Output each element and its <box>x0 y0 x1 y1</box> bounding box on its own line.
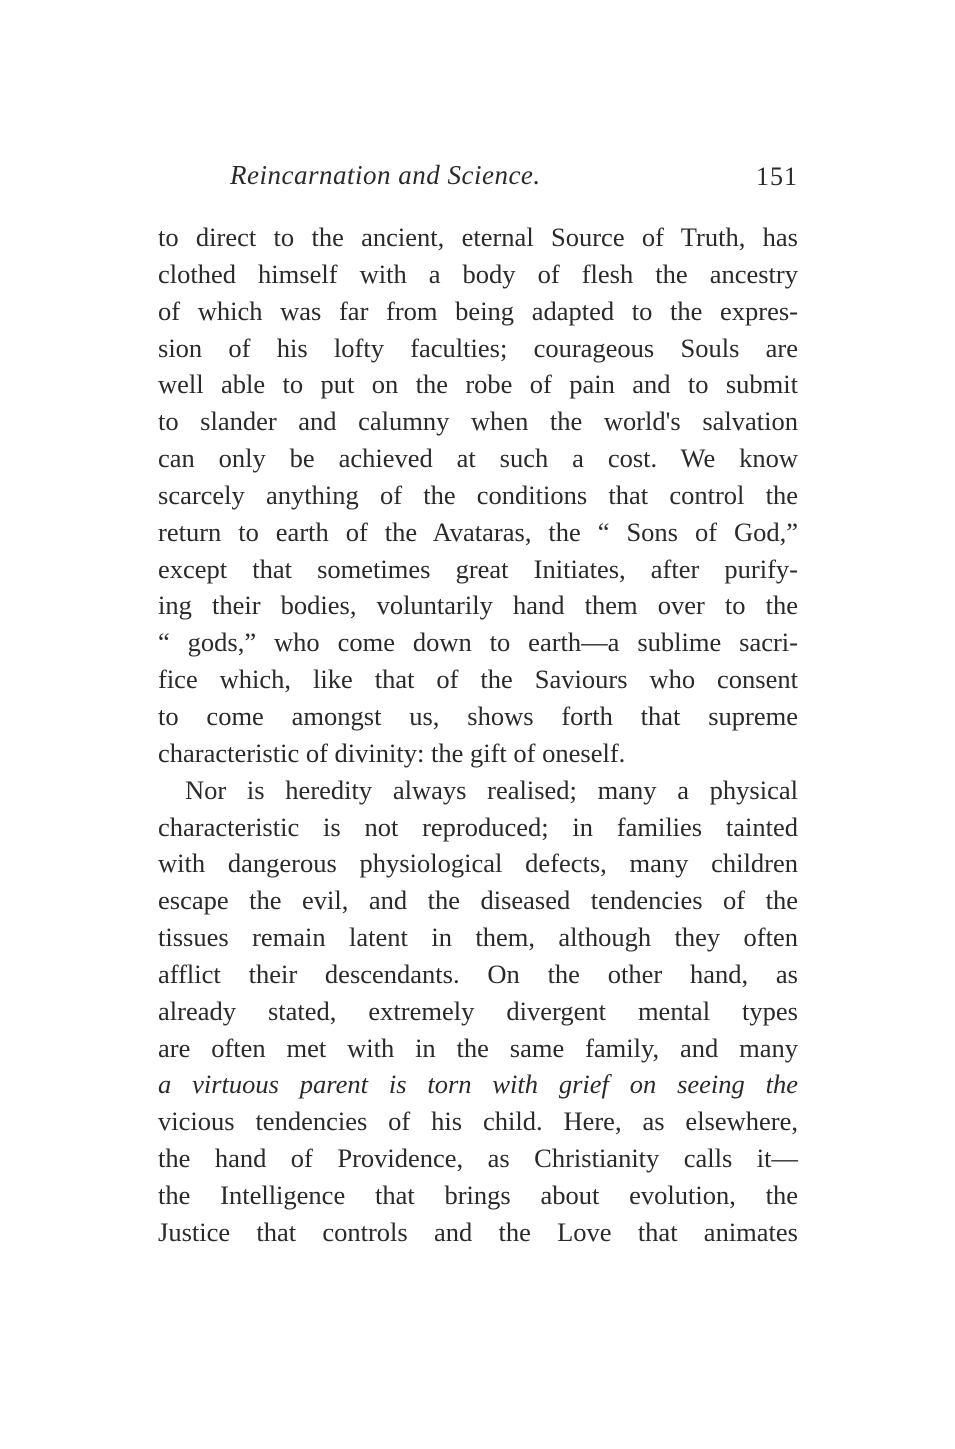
text-line: fice which, like that of the Saviours who consent <box>158 664 798 695</box>
text-line: Justice that controls and the Love that animates <box>158 1216 798 1247</box>
text-line: ing their bodies, voluntarily hand them over to the <box>158 590 798 621</box>
text-line: well able to put on the robe of pain and to submit <box>158 369 798 400</box>
text-line: scarcely anything of the conditions that control the <box>158 479 798 510</box>
text-line: to come amongst us, shows forth that supreme <box>158 700 798 731</box>
text-line: clothed himself with a body of flesh the ancestry <box>158 258 798 289</box>
paragraph-start-line: Nor is heredity always realised; many a physical <box>185 774 798 805</box>
text-line: are often met with in the same family, and many <box>158 1032 798 1063</box>
text-line: return to earth of the Avataras, the “ Sons of God,” <box>158 516 798 547</box>
body-text <box>158 219 798 1251</box>
text-line: escape the evil, and the diseased tendencies of the <box>158 885 798 916</box>
text-line: the Intelligence that brings about evolution, the <box>158 1179 798 1210</box>
text-line: except that sometimes great Initiates, after purify- <box>158 553 798 584</box>
page-header <box>158 160 798 200</box>
paragraph-end-line: characteristic of divinity: the gift of oneself. <box>158 737 626 768</box>
running-title: Reincarnation and Science. <box>230 160 541 190</box>
text-line: can only be achieved at such a cost. We know <box>158 443 798 474</box>
text-line: characteristic is not reproduced; in families tainted <box>158 811 798 842</box>
text-line: the hand of Providence, as Christianity calls it— <box>158 1143 798 1174</box>
text-line: to slander and calumny when the world's salvation <box>158 406 798 437</box>
text-line: vicious tendencies of his child. Here, as elsewhere, <box>158 1106 798 1137</box>
text-line: tissues remain latent in them, although they often <box>158 922 798 953</box>
text-line: afflict their descendants. On the other hand, as <box>158 958 798 989</box>
text-line: “ gods,” who come down to earth—a sublime sacri- <box>158 627 798 658</box>
page-number: 151 <box>756 162 798 191</box>
text-line: already stated, extremely divergent mental types <box>158 995 798 1026</box>
text-line: with dangerous physiological defects, many children <box>158 848 798 879</box>
text-line: of which was far from being adapted to the expres- <box>158 295 798 326</box>
text-line: sion of his lofty faculties; courageous Souls are <box>158 332 798 363</box>
text-line: a virtuous parent is torn with grief on seeing the <box>158 1069 798 1100</box>
text-line: to direct to the ancient, eternal Source of Truth, has <box>158 222 798 252</box>
